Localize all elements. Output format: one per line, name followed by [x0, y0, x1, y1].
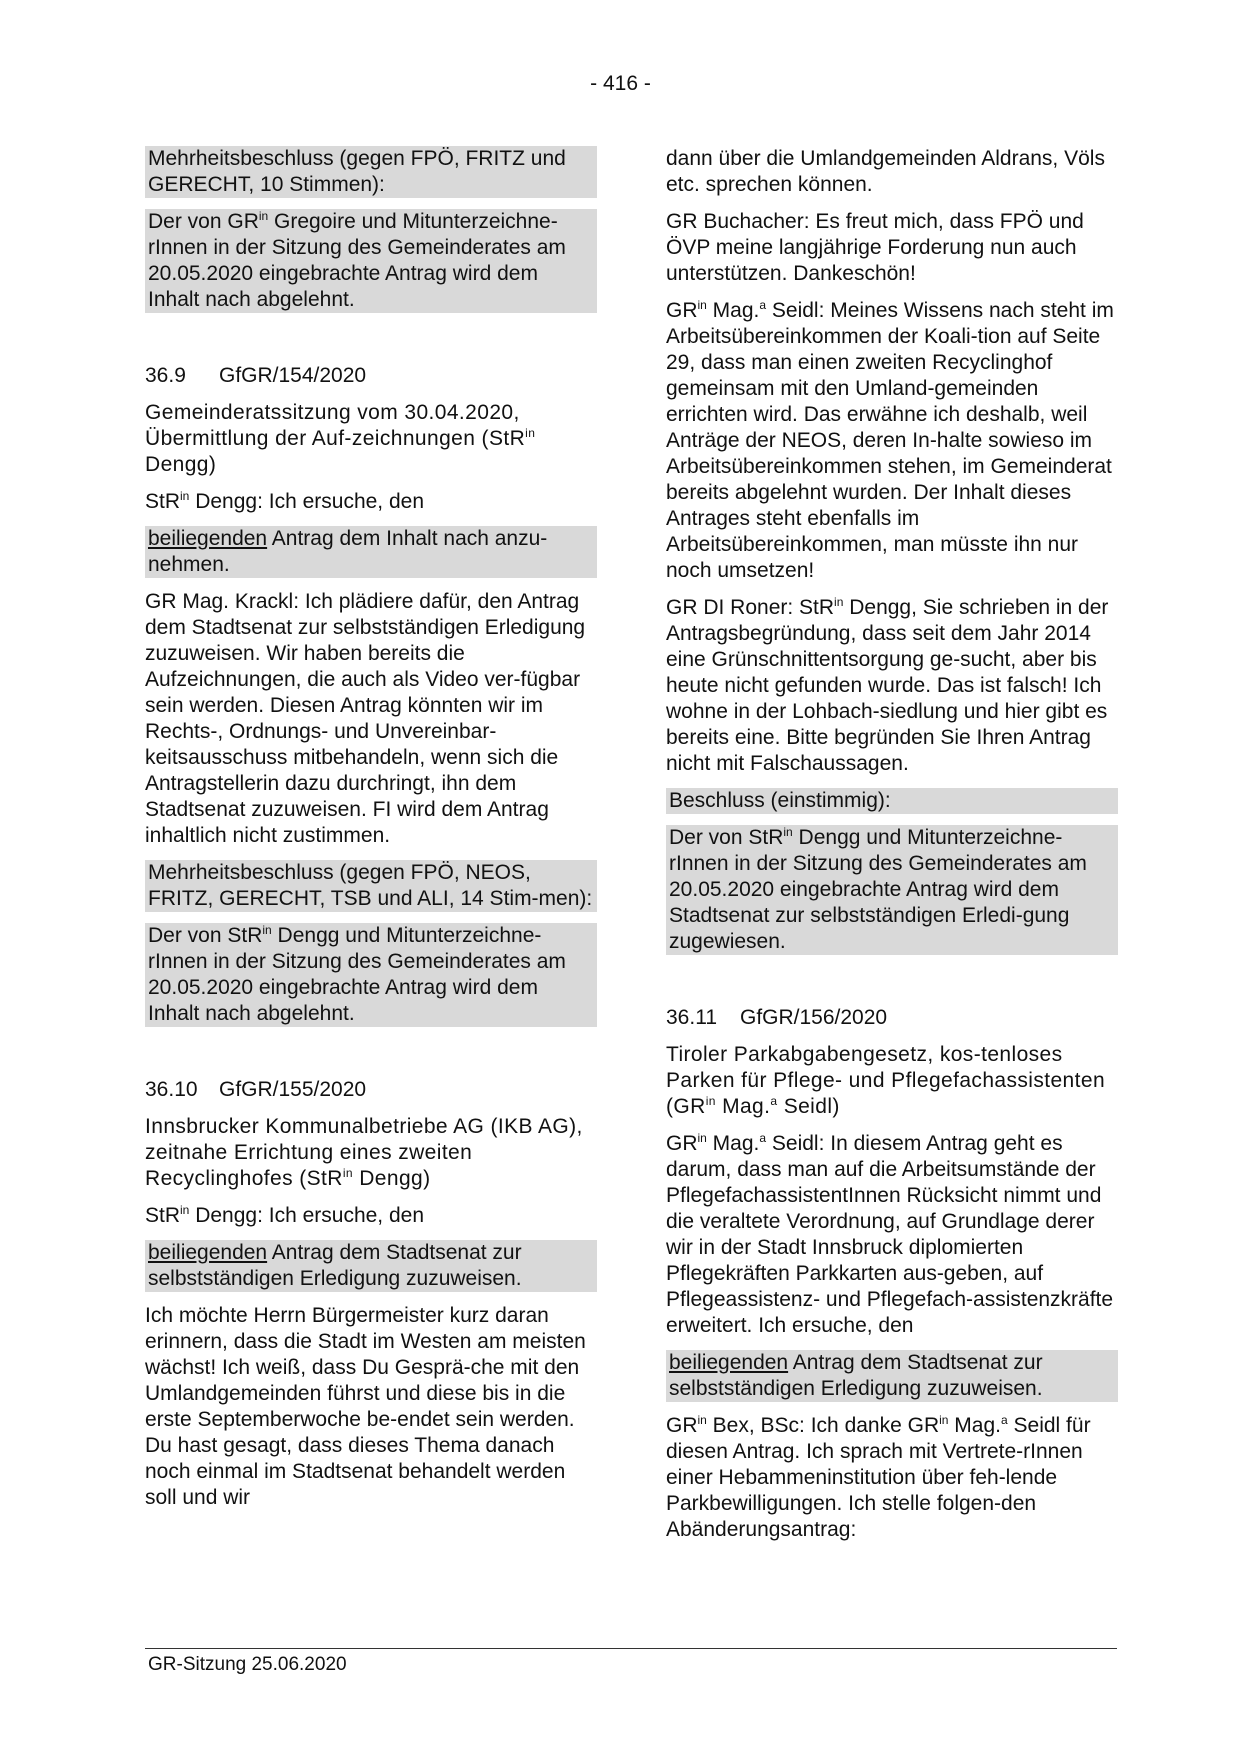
speaker-paragraph: GR Mag. Krackl: Ich plädiere dafür, den Antrag dem Stadtsenat zur selbstständigen Erledigung zuzuweisen. Wir haben bereits die Aufzeichnungen, die auch als Video ver-fügbar sein werden. Diesen Antrag könnten wir im Rechts-, Ordnungs- und Unvereinbar-keitsausschuss mitbehandeln, wenn sich die Antragstellerin dazu durchringt, ihn dem Stadtsenat zuzuweisen. FI wird dem Antrag inhaltlich nicht zustimmen. — [145, 590, 586, 847]
item-heading — [145, 363, 597, 389]
resolution-text: Der von StR$^{in}$ Dengg und Mitunterzeichne-rInnen in der Sitzung des Gemeinderates am 20.05.2020 eingebrachte Antrag wird dem Stadtsenat zur selbstständigen Erledi-gung zugewiesen. — [666, 825, 1118, 955]
item-number: 36.11 — [666, 1006, 717, 1029]
resolution-heading: Mehrheitsbeschluss (gegen FPÖ, NEOS, FRITZ, GERECHT, TSB und ALI, 14 Stim-men): — [145, 860, 597, 912]
speaker-paragraph: StR$^{in}$ Dengg: Ich ersuche, den — [145, 1203, 425, 1227]
item-number: 36.9 — [145, 364, 186, 387]
page-number: - 416 - — [590, 72, 651, 95]
motion-text: beiliegenden Antrag dem Inhalt nach anzu-nehmen. — [145, 526, 597, 578]
resolution-text: Der von StR$^{in}$ Dengg und Mitunterzeichne-rInnen in der Sitzung des Gemeinderates am 20.05.2020 eingebrachte Antrag wird dem Inhalt nach abgelehnt. — [145, 923, 597, 1027]
speaker-paragraph: GR Buchacher: Es freut mich, dass FPÖ und ÖVP meine langjährige Forderung nun auch unterstützen. Dankeschön! — [666, 210, 1084, 285]
speaker-paragraph: dann über die Umlandgemeinden Aldrans, Völs etc. sprechen können. — [666, 147, 1105, 196]
right-column — [666, 146, 1118, 1543]
resolution-heading: Beschluss (einstimmig): — [666, 788, 1118, 814]
item-reference: GfGR/154/2020 — [219, 364, 367, 387]
item-reference: GfGR/156/2020 — [740, 1006, 888, 1029]
resolution-text: Der von $GR^{in}$ Gregoire und Mitunterzeichne-rInnen in der Sitzung des Gemeinderates am 20.05.2020 eingebrachte Antrag wird dem Inhalt nach abgelehnt. — [145, 209, 597, 313]
speaker-paragraph: StR$^{in}$ Dengg: Ich ersuche, den — [145, 489, 425, 513]
left-column — [145, 146, 597, 1511]
item-title: Gemeinderatssitzung vom 30.04.2020, Übermittlung der Auf-zeichnungen (StR$^{in}$ Dengg) — [145, 401, 536, 476]
item-reference: GfGR/155/2020 — [219, 1078, 367, 1101]
footer-text: GR-Sitzung 25.06.2020 — [148, 1654, 347, 1675]
speaker-paragraph: $GR^{in}$ Mag.$^a$ Seidl: In diesem Antrag geht es darum, dass man auf die Arbeitsumstände der PflegefachassistentInnen Rücksicht nimmt und die veraltete Verordnung, auf Grundlage derer wir in der Stadt Innsbruck diplomierten Pflegekräften Parkkarten aus-geben, auf Pflegeassistenz- und Pflegefach-assistenzkräfte erweitert. Ich ersuche, den — [666, 1131, 1114, 1337]
item-heading — [145, 1077, 597, 1103]
item-title: Innsbrucker Kommunalbetriebe AG (IKB AG), zeitnahe Errichtung eines zweiten Recyclinghofes (StR$^{in}$ Dengg) — [145, 1115, 583, 1190]
item-title: Tiroler Parkabgabengesetz, kos-tenloses Parken für Pflege- und Pflegefachassistenten ($GR^{in}$ Mag.$^a$ Seidl) — [666, 1043, 1106, 1118]
motion-text: beiliegenden Antrag dem Stadtsenat zur selbstständigen Erledigung zuzuweisen. — [145, 1240, 597, 1292]
speaker-paragraph: Ich möchte Herrn Bürgermeister kurz daran erinnern, dass die Stadt im Westen am meisten wächst! Ich weiß, dass Du Gesprä-che mit den Umlandgemeinden führst und diese bis in die erste Septemberwoche be-endet sein werden. Du hast gesagt, dass dieses Thema danach noch einmal im Stadtsenat behandelt werden soll und wir — [145, 1304, 586, 1509]
speaker-paragraph: $GR^{in}$ Mag.$^a$ Seidl: Meines Wissens nach steht im Arbeitsübereinkommen der Koali-tion auf Seite 29, dass man einen zweiten Recyclinghof gemeinsam mit den Umland-gemeinden errichten wird. Das erwähne ich deshalb, weil Anträge der NEOS, deren In-halte sowieso im Arbeitsübereinkommen stehen, im Gemeinderat bereits abgelehnt wurden. Der Inhalt dieses Antrages steht ebenfalls im Arbeitsübereinkommen, man müsste ihn nur noch umsetzen! — [666, 298, 1114, 582]
resolution-heading: Mehrheitsbeschluss (gegen FPÖ, FRITZ und GERECHT, 10 Stimmen): — [145, 146, 597, 198]
speaker-paragraph: $GR^{in}$ Bex, BSc: Ich danke $GR^{in}$ Mag.$^a$ Seidl für diesen Antrag. Ich sprach mit Vertrete-rInnen einer Hebammeninstitution über feh-lende Parkbewilligungen. Ich stelle folgen-den Abänderungsantrag: — [666, 1413, 1091, 1541]
speaker-paragraph: GR DI Roner: StR$^{in}$ Dengg, Sie schrieben in der Antragsbegründung, dass seit dem Jahr 2014 eine Grünschnittentsorgung ge-sucht, aber bis heute nicht gefunden wurde. Das ist falsch! Ich wohne in der Lohbach-siedlung und hier gibt es bereits eine. Bitte begründen Sie Ihren Antrag nicht mit Falschaussagen. — [666, 595, 1109, 775]
footer-rule — [145, 1648, 1117, 1649]
item-number: 36.10 — [145, 1078, 198, 1101]
motion-text: beiliegenden Antrag dem Stadtsenat zur selbstständigen Erledigung zuzuweisen. — [666, 1350, 1118, 1402]
item-heading — [666, 1005, 1118, 1031]
